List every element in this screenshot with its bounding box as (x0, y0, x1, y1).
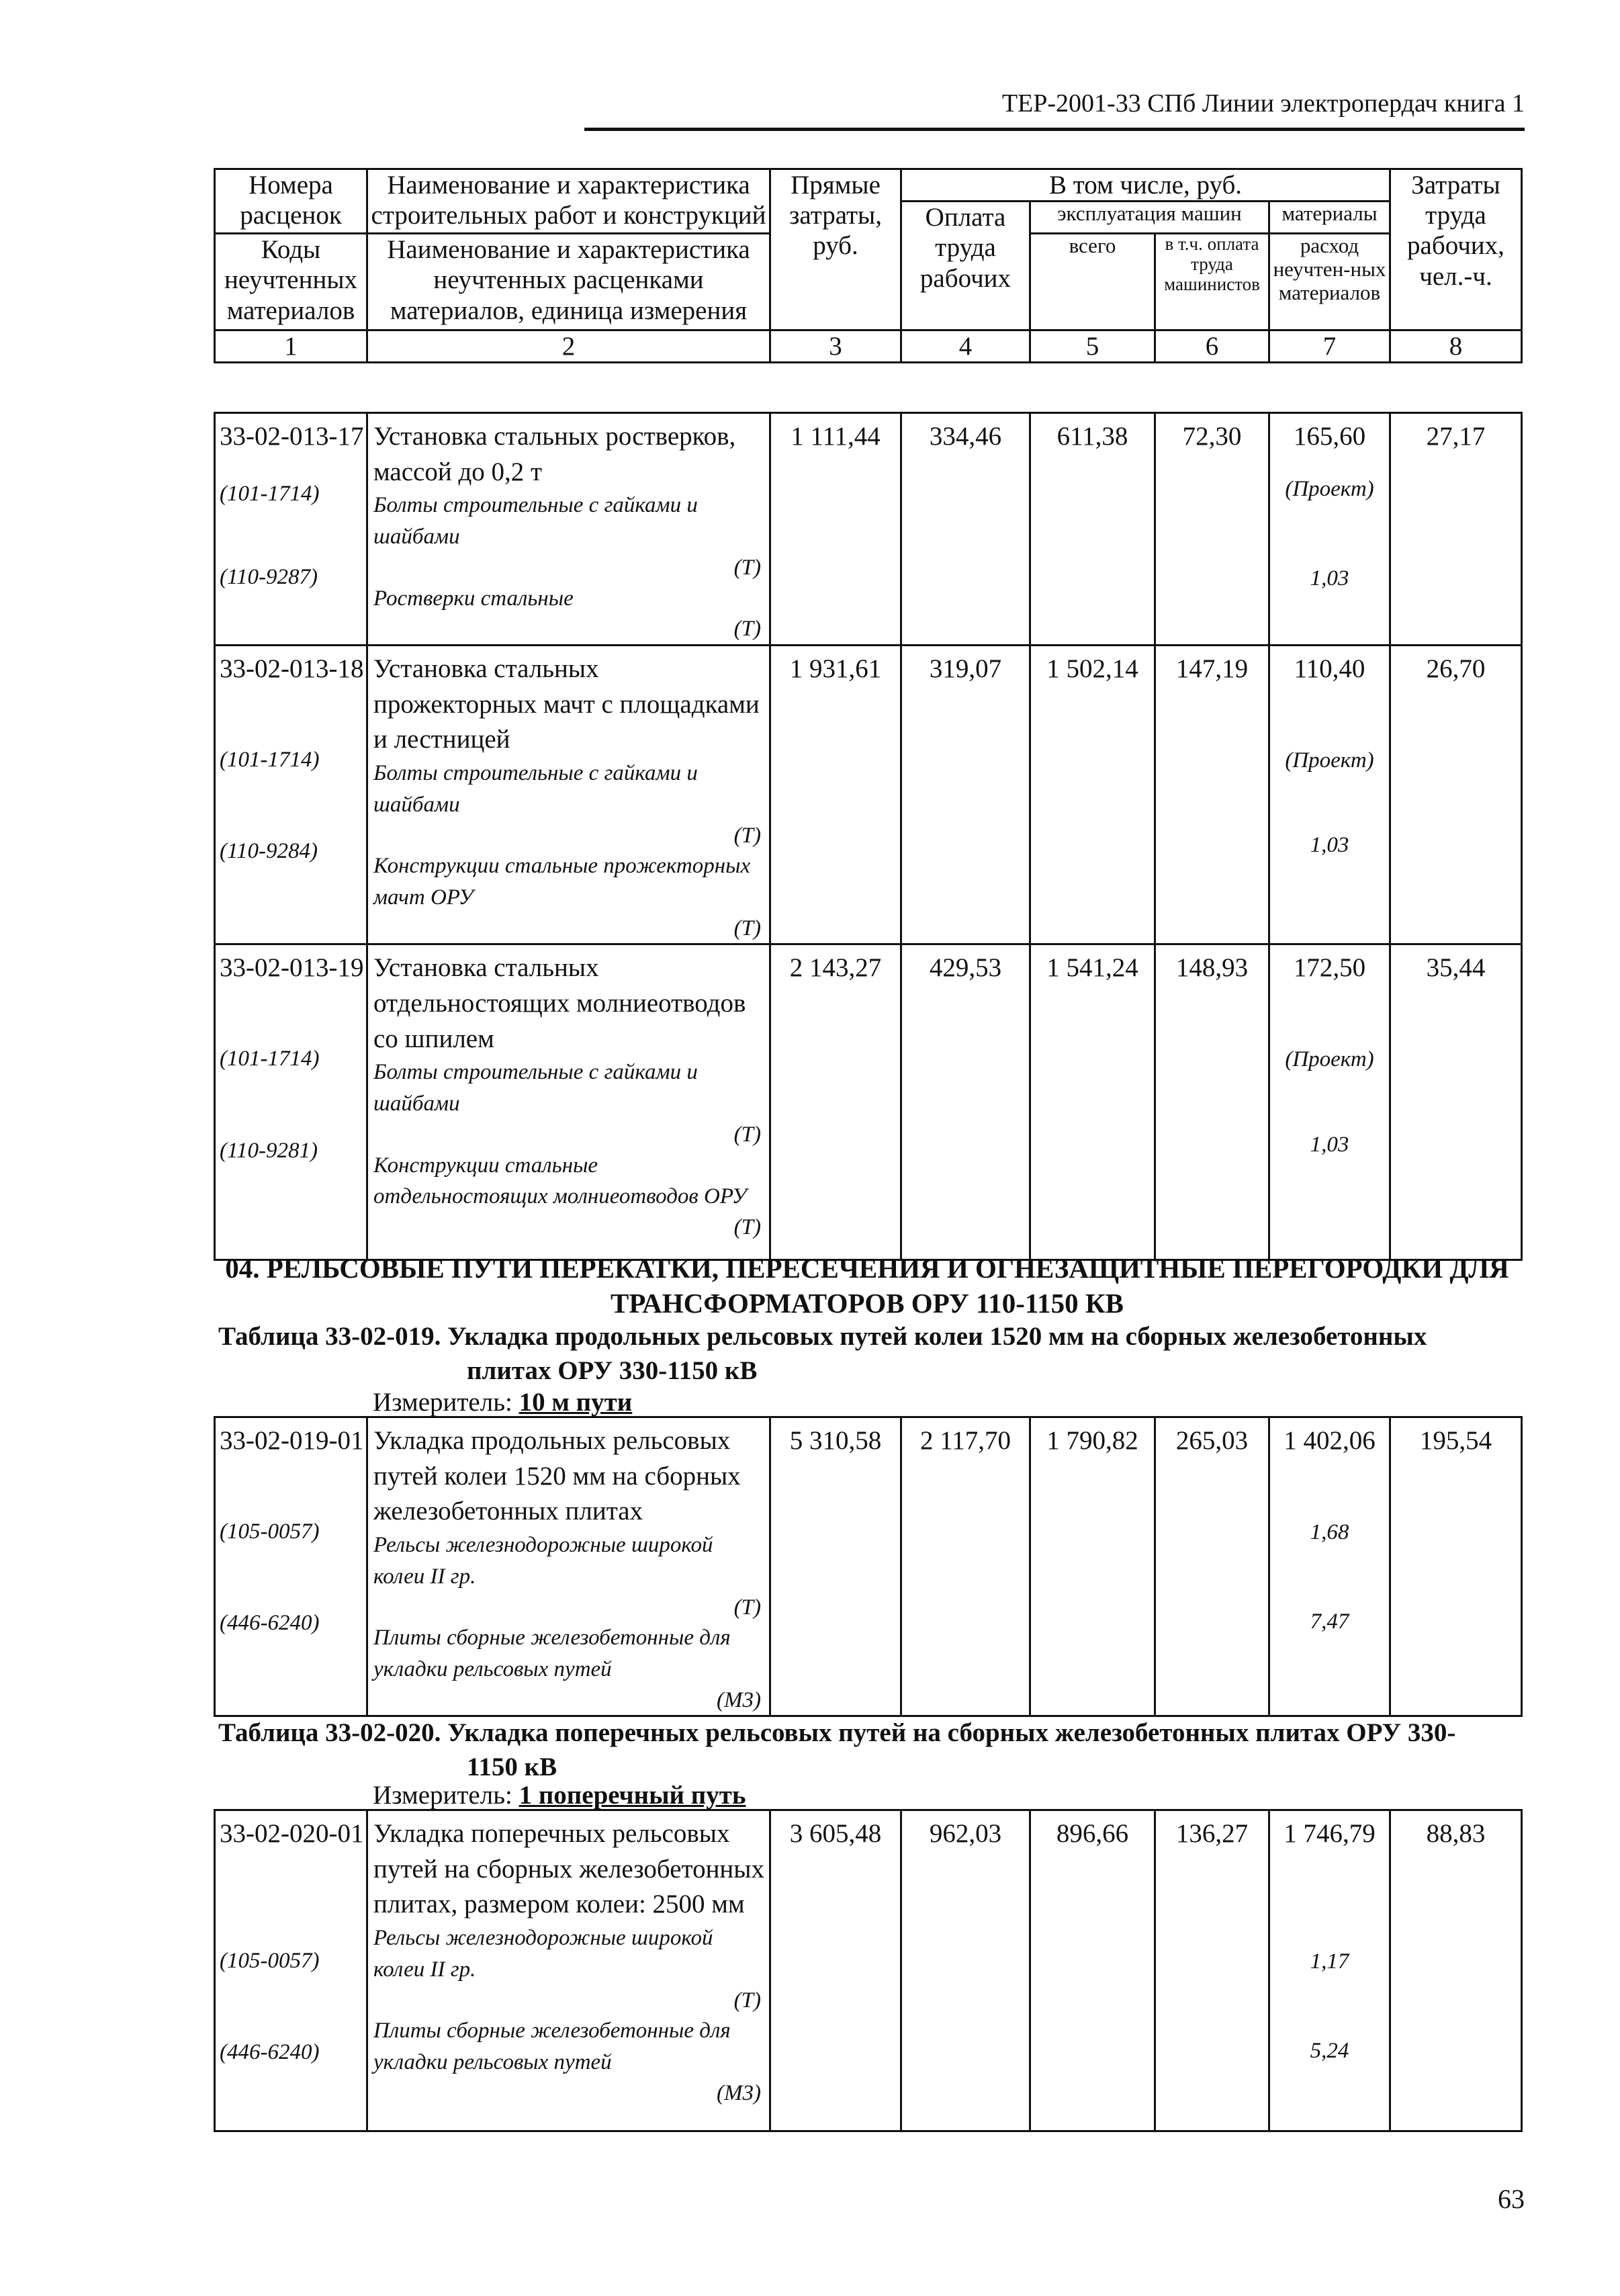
column-number: 8 (1390, 330, 1522, 363)
rate-code: 33-02-019-01 (220, 1426, 364, 1455)
column-number: 3 (770, 330, 901, 363)
labor-hours: 26,70 (1390, 645, 1522, 944)
rate-code: 33-02-020-01 (220, 1819, 364, 1848)
direct-costs: 1 931,61 (770, 645, 901, 944)
material-name: Болты строительные с гайками и шайбами (373, 760, 698, 817)
material-name: Болты строительные с гайками и шайбами (373, 493, 698, 549)
material-unit: (М3) (717, 2080, 761, 2105)
material-code: (110-9284) (220, 839, 318, 864)
material-qty: 1,03 (1310, 833, 1349, 858)
labor-pay: 2 117,70 (901, 1417, 1030, 1716)
material-qty: (Проект) (1285, 748, 1374, 772)
rate-code: 33-02-013-19 (220, 953, 364, 983)
material-unit: (Т) (733, 916, 761, 940)
material-code: (110-9287) (220, 565, 318, 590)
direct-costs: 5 310,58 (770, 1417, 901, 1716)
machinists-pay: 136,27 (1155, 1810, 1269, 2131)
material-name: Плиты сборные железобетонные для укладки рельсовых путей (373, 1626, 731, 1682)
material-code: (105-0057) (220, 1519, 320, 1544)
material-qty: 1,17 (1310, 1949, 1349, 1974)
material-qty: (Проект) (1285, 476, 1374, 501)
machinists-pay: 147,19 (1155, 645, 1269, 944)
direct-costs: 2 143,27 (770, 944, 901, 1260)
column-number: 4 (901, 330, 1030, 363)
column-number-row (215, 330, 1522, 363)
materials-cost: 165,60 (1293, 422, 1366, 451)
machines-total: 611,38 (1030, 413, 1155, 646)
header-labor-pay: Оплата труда рабочих (901, 202, 1030, 330)
direct-costs: 1 111,44 (770, 413, 901, 646)
direct-costs: 3 605,48 (770, 1810, 901, 2131)
material-qty: 1,68 (1310, 1519, 1349, 1544)
rate-name: Укладка поперечных рельсовых путей на сборных железобетонных плитах, размером колеи: 2500 мм (373, 1819, 765, 1919)
material-unit: (Т) (733, 556, 761, 580)
header-materials-group: материалы (1269, 202, 1390, 234)
labor-hours: 27,17 (1390, 413, 1522, 646)
table-title-line: Таблица 33-02-019. Укладка продольных рельсовых путей колеи 1520 мм на сборных железобетонных (218, 1322, 1427, 1351)
header-unaccounted-codes: Коды неучтенных материалов (215, 234, 367, 330)
meter-label: Измеритель: (373, 1388, 512, 1417)
material-unit: (Т) (733, 1988, 761, 2013)
materials-cost: 110,40 (1294, 654, 1365, 683)
material-qty: (Проект) (1285, 1047, 1374, 1072)
material-code: (446-6240) (220, 2040, 320, 2065)
rates-table-019 (214, 1416, 1523, 1717)
section-heading-line: 04. РЕЛЬСОВЫЕ ПУТИ ПЕРЕКАТКИ, ПЕРЕСЕЧЕНИЯ И ОГНЕЗАЩИТНЫЕ ПЕРЕГОРОДКИ ДЛЯ (225, 1253, 1509, 1284)
material-code: (446-6240) (220, 1611, 320, 1636)
material-name: Болты строительные с гайками и шайбами (373, 1060, 698, 1116)
machines-total: 1 541,24 (1030, 944, 1155, 1260)
material-unit: (М3) (717, 1687, 761, 1712)
header-machinists-pay: в т.ч. оплата труда машинистов (1155, 234, 1269, 330)
rate-row (215, 1810, 1522, 2131)
material-name: Рельсы железнодорожные широкой колеи II гр. (373, 1532, 713, 1589)
machinists-pay: 72,30 (1155, 413, 1269, 646)
header-unaccounted-name: Наименование и характеристика неучтенных расценками материалов, единица измерения (367, 234, 770, 330)
column-number: 6 (1155, 330, 1269, 363)
labor-hours: 35,44 (1390, 944, 1522, 1260)
meter-value: 10 м пути (519, 1388, 633, 1417)
machinists-pay: 148,93 (1155, 944, 1269, 1260)
material-unit: (Т) (733, 1215, 761, 1240)
material-name: Конструкции стальные отдельностоящих молниеотводов ОРУ (373, 1153, 747, 1209)
column-number: 5 (1030, 330, 1155, 363)
column-number: 7 (1269, 330, 1390, 363)
header-materials-usage: расход неучтен-ных материалов (1269, 234, 1390, 330)
section-heading (214, 1251, 1521, 1321)
labor-pay: 962,03 (901, 1810, 1030, 2131)
table-019-meter (373, 1387, 632, 1417)
rate-code: 33-02-013-18 (220, 654, 364, 683)
materials-cost: 1 746,79 (1284, 1819, 1376, 1848)
rate-name: Установка стальных ростверков, массой до 0,2 т (373, 422, 736, 486)
material-code: (105-0057) (220, 1948, 320, 1973)
rate-row (215, 645, 1522, 944)
material-qty: 1,03 (1310, 566, 1349, 590)
materials-cost: 172,50 (1293, 953, 1366, 983)
rate-code: 33-02-013-17 (220, 422, 364, 451)
labor-pay: 429,53 (901, 944, 1030, 1260)
material-code: (101-1714) (220, 747, 320, 772)
machines-total: 1 502,14 (1030, 645, 1155, 944)
column-number: 1 (215, 330, 367, 363)
material-unit: (Т) (733, 823, 761, 848)
header-labor-hours: Затраты труда рабочих, чел.-ч. (1390, 169, 1522, 330)
material-unit: (Т) (733, 1595, 761, 1620)
material-name: Ростверки стальные (373, 586, 574, 611)
material-unit: (Т) (733, 617, 761, 642)
rate-row (215, 944, 1522, 1260)
rates-table-013 (214, 412, 1523, 1261)
header-machines-total: всего (1030, 234, 1155, 330)
rate-row (215, 1417, 1522, 1716)
labor-hours: 195,54 (1390, 1417, 1522, 1716)
running-header: ТЕР-2001-33 СПб Линии электропердач книга 1 (1001, 89, 1525, 118)
material-code: (101-1714) (220, 1047, 320, 1071)
material-qty: 5,24 (1310, 2038, 1349, 2063)
material-qty: 7,47 (1310, 1609, 1349, 1634)
material-unit: (Т) (733, 1122, 761, 1147)
header-machines-group: эксплуатация машин (1030, 202, 1269, 234)
machines-total: 1 790,82 (1030, 1417, 1155, 1716)
rate-row (215, 413, 1522, 646)
material-name: Рельсы железнодорожные широкой колеи II гр. (373, 1925, 713, 1982)
table-title-line: 1150 кВ (467, 1752, 557, 1781)
table-019-title (218, 1320, 1521, 1388)
material-code: (101-1714) (220, 481, 320, 506)
rate-name: Установка стальных прожекторных мачт с площадками и лестницей (373, 654, 760, 754)
column-number: 2 (367, 330, 770, 363)
header-rule (584, 128, 1525, 131)
meter-value: 1 поперечный путь (519, 1781, 746, 1810)
meter-label: Измеритель: (373, 1781, 512, 1810)
page-number: 63 (1498, 2184, 1525, 2214)
labor-pay: 319,07 (901, 645, 1030, 944)
table-title-line: плитах ОРУ 330-1150 кВ (467, 1356, 758, 1385)
table-020-title (218, 1716, 1521, 1784)
labor-hours: 88,83 (1390, 1810, 1522, 2131)
header-rate-numbers: Номера расценок (215, 169, 367, 234)
column-header-table (214, 168, 1523, 363)
rate-name: Установка стальных отдельностоящих молниеотводов со шпилем (373, 953, 746, 1053)
section-heading-line: ТРАНСФОРМАТОРОВ ОРУ 110-1150 КВ (610, 1288, 1124, 1319)
labor-pay: 334,46 (901, 413, 1030, 646)
table-title-line: Таблица 33-02-020. Укладка поперечных рельсовых путей на сборных железобетонных плитах ОРУ 330- (218, 1718, 1456, 1747)
material-name: Плиты сборные железобетонные для укладки рельсовых путей (373, 2019, 731, 2075)
rates-table-020 (214, 1809, 1523, 2132)
machines-total: 896,66 (1030, 1810, 1155, 2131)
materials-cost: 1 402,06 (1284, 1426, 1376, 1455)
header-direct-costs: Прямые затраты, руб. (770, 169, 901, 330)
header-work-name: Наименование и характеристика строительных работ и конструкций (367, 169, 770, 234)
machinists-pay: 265,03 (1155, 1417, 1269, 1716)
material-name: Конструкции стальные прожекторных мачт ОРУ (373, 854, 751, 910)
rate-name: Укладка продольных рельсовых путей колеи 1520 мм на сборных железобетонных плитах (373, 1426, 741, 1526)
material-code: (110-9281) (220, 1138, 318, 1163)
header-including: В том числе, руб. (901, 169, 1390, 202)
table-020-meter (373, 1780, 746, 1810)
material-qty: 1,03 (1310, 1132, 1349, 1157)
